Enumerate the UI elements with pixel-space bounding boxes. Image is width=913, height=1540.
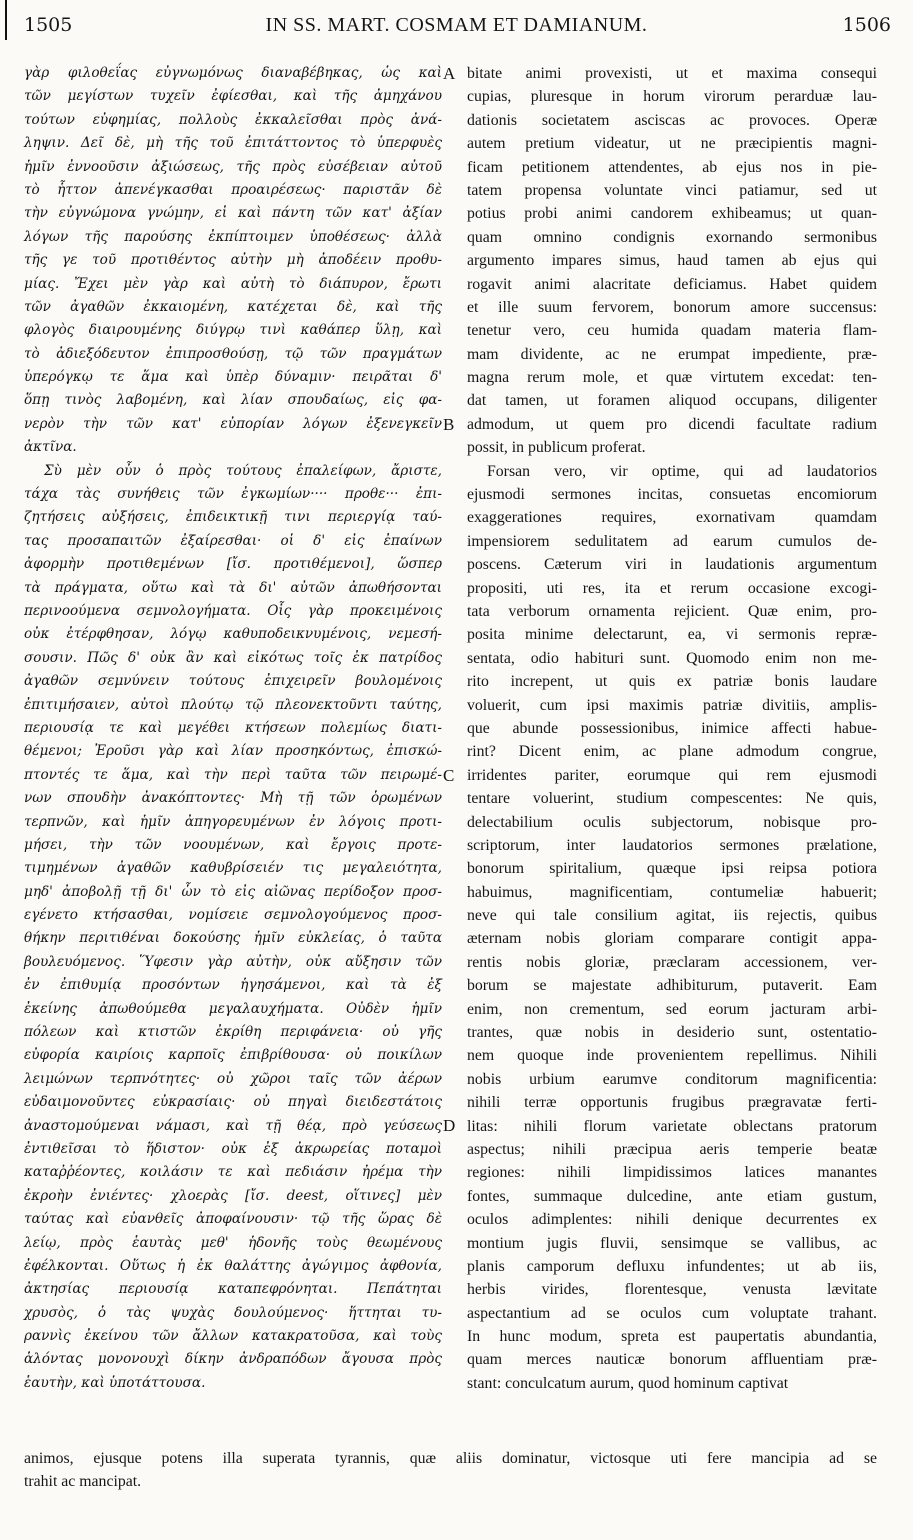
text-line: rogavit animi alacritate deficiamus. Habet quidem [467,275,877,293]
text-line: ficam petitionem attendentes, ab ejus nos in pie- [467,158,877,176]
margin-letter-b: B [443,415,455,434]
text-line: τὸ ἧττον ἀπενέγκασθαι προαιρέσεως· παριστᾶν δὲ [24,181,442,198]
text-line: ραννὶς ἐκείνου τῶν ἄλλων κατακρατοῦσα, καὶ τοὺς [24,1328,442,1345]
text-line: ἐν ἐπιθυμίᾳ προσόντων ἡγησάμενοι, καὶ τὰ ἐξ [24,977,442,994]
page-number-right: 1506 [842,14,891,36]
text-line: admodum, ut quem pro dicendi facultate radium [467,415,877,433]
text-line: nem quoque inde provenientem repellimus. Nihili [467,1047,877,1065]
text-line: τὰ πράγματα, οὕτω καὶ τὰ δι' αὐτῶν ἀπωθήσονται [24,579,442,596]
text-line: ἐκροὴν ἐνιέντες· χλοερὰς [ἴσ. deest, οἵτινες] μὲν [24,1187,442,1204]
running-title: IN SS. MART. COSMAM ET DAMIANUM. [265,14,648,36]
text-line: ἑαυτὴν, καὶ ὑποτάττουσα. [24,1374,206,1391]
text-line: aspectus; nihili præcipua aeris temperie beatæ [467,1140,877,1158]
text-line: trantes, quæ nobis in desiderio sunt, ostentatio- [467,1024,877,1042]
text-line: τιμημένων ἀγαθῶν καθυβρίσειέν τις μεγαλειότητα, [24,860,442,877]
margin-letter-a: A [443,64,456,83]
text-line: λειμώνων τερπνότητες· οὐ χῶροι ταῖς τῶν ἀέρων [24,1070,442,1087]
text-line: tenetur vero, ceu humida quadam materia flam- [467,322,877,340]
text-line: ἡμῖν ἐννοοῦσιν ἀξιώσεως, τῆς πρὸς εὐσέβειαν αὐτοῦ [24,158,442,175]
text-line: χρυσὸς, ὁ τὰς ψυχὰς δουλούμενος· ἥττηται τυ- [24,1304,442,1321]
text-line: μίας. Ἔχει μὲν γὰρ καὶ αὐτὴ τὸ διάπυρον, ἔρωτι [24,275,442,292]
text-line: rentis nobis gloriæ, præclaram accessionem, ver- [467,953,877,971]
text-line: μήσει, τὴν τῶν νοουμένων, καὶ ἔργοις προτε- [24,836,442,853]
text-line: stant: conculcatum aurum, quod hominum captivat [467,1374,789,1392]
text-line: planis camporum defluxu infundentes; ut ab iis, [467,1257,877,1275]
text-line: τὸ ἀδιεξόδευτον ἐπιπροσθούσῃ, τῷ τῶν πραγμάτων [24,345,442,362]
text-line: θήκην περιτιθέναι δοκούσης ἡμῖν εὐκλείας, ὁ ταῦτα [24,930,442,947]
text-line: et ille suum fervorem, bonorum amore succensus: [467,298,877,316]
text-line: bitate animi provexisti, ut et maxima consequi [467,65,877,82]
text-line: ζητήσεις αὐξήσεις, ἐπιδεικτικῇ τινι περιεργίᾳ ταύ- [24,509,442,526]
margin-letter-c: C [443,766,455,785]
text-line: montium jugis fluvii, sensimque se vallibus, ac [467,1234,877,1252]
text-line: περινοούμενα σεμνολογήματα. Οἷς γὰρ προκειμένοις [24,602,442,619]
text-line: aspectantium ad se oculos cum voluptate trahant. [467,1304,877,1322]
text-line: dationis societatem asciscas ac provoces. Operæ [467,111,877,129]
text-line: tata verborum ornamenta rejicient. Quæ enim, pro- [467,602,877,620]
text-line: dat tamen, ut foramen aliquod occupans, diligenter [467,392,877,410]
text-line: irridentes pariter, eorumque qui rem ejusmodi [467,766,877,784]
text-line: νερὸν τὴν τῶν κατ' εὐπορίαν λόγων ἐξενεγκεῖν [24,415,442,432]
text-line: oculos adimplentes: nihili denique decurrentes ex [467,1211,877,1229]
text-line: In hunc modum, spreta est paupertatis abundantia, [467,1328,877,1346]
text-line: propositi, uti res, ita et rerum occasione excogi- [467,579,877,597]
text-line: ἀναστομούμεναι νάμασι, καὶ τῇ θέᾳ, πρὸ γεύσεως [24,1117,442,1134]
text-line: Σὺ μὲν οὖν ὁ πρὸς τούτους ἐπαλείφων, ἄριστε, [44,462,442,479]
text-line: possit, in publicum proferat. [467,439,646,457]
text-line: σουσιν. Πῶς δ' οὐκ ἂν καὶ εἰκότως τοῖς ἐκ πατρίδος [24,649,442,666]
latin-column [467,62,877,1395]
text-line: φλογὸς διαιρουμένης διύγρῳ τινὶ καθάπερ ὕλῃ, καὶ [24,322,442,339]
text-line: æternam nobis gloriam comparare contigit appa- [467,930,877,948]
text-line: ταύτας καὶ εὐανθεῖς ἀποφαίνουσιν· τῷ τῆς ὥρας δὲ [24,1211,442,1228]
text-line: πόλεων καὶ κτιστῶν ἐκρίθη περιφάνεια· οὐ γῆς [24,1024,442,1041]
text-line: quam merces nauticæ bonorum affluentiam præ- [467,1351,877,1369]
text-line: posita minime delectarunt, ea, vi sermonis repræ- [467,626,877,644]
text-line: λόγων τῆς παρούσης ἐκπίπτοιμεν ὑποθέσεως· ἀλλὰ [24,228,442,245]
text-line: argumento impares simus, haud tamen ab ejus qui [467,252,877,270]
text-line: ἀκτῖνα. [24,439,77,456]
text-line: ὑπερόγκῳ τε ἅμα καὶ ὑπὲρ δύναμιν· πειρᾶται δ' [24,369,442,386]
text-line: τῶν ἀγαθῶν ἐκκαιομένη, κατέχεται δὲ, καὶ τῆς [24,298,442,315]
text-line: περιουσίᾳ τε καὶ μεγέθει κτήσεων πολεμίως διατι- [24,719,442,736]
text-line: impensiorem sedulitatem ad earum cumulos de- [467,532,877,550]
text-line: herbis virides, florentesque, venusta lævitate [467,1281,877,1299]
page-number-left: 1505 [24,14,73,36]
text-line: exaggerationes requires, exornativam quamdam [467,509,877,527]
text-line: εὐδαιμονοῦντες εὐκρασίαις· οὐ πηγαὶ διειδεστάτοις [24,1094,442,1111]
text-line: Forsan vero, vir optime, qui ad laudatorios [487,462,877,480]
text-line: τούτων εὐφημίας, πολλοὺς ἐκκαλεῖσθαι πρὸς ἀνά- [24,111,442,128]
text-line: tatem propensa voluntate vinci patiamur, sed ut [467,181,877,199]
text-line: trahit ac mancipat. [24,1473,142,1491]
text-line: ἐπιτιμήσαιεν, αὐτοὶ πλούτῳ τῷ πλεονεκτοῦντι ταύτης, [24,696,442,713]
text-line: τας προσαπαιτῶν ἐξαίρεσθαι· οἱ δ' εἰς ἐπαίνων [24,532,442,549]
margin-letter-d: D [443,1116,456,1135]
text-line: τερπνῶν, καὶ ἡμῖν ἀπηγορευμένων ἐν λόγοις προτι- [24,813,442,830]
text-line: habuimus, magnificentiam, contumeliæ habuerit; [467,883,877,901]
text-line: animos, ejusque potens illa superata tyrannis, quæ aliis dominatur, victosque uti fere mancipia ad se [24,1450,877,1467]
text-line: delectabilium oculis subjectorum, nobisque pro- [467,813,877,831]
text-line: que abunde possessionibus, inimice affecti habue- [467,719,877,737]
text-line: ἐντιθεῖσαι τὸ ἥδιστον· οὐκ ἐξ ἀκρωρείας ποταμοὶ [24,1140,442,1157]
text-line: ὅπῃ τινὸς λαβομένη, καὶ λίαν σπουδαίως, εἰς φα- [24,392,442,409]
text-line: τῶν μεγίστων τυχεῖν ἐφίεσθαι, καὶ τῆς ἀμηχάνου [24,88,442,105]
text-line: ἁλόντας μονονουχὶ δίκην ἀνδραπόδων ἄγουσα πρὸς [24,1351,442,1368]
text-line: βουλευόμενος. Ὕφεσιν γὰρ αὐτὴν, οὐκ αὔξησιν τῶν [24,953,442,970]
text-line: οὐκ ἐτέρφθησαν, λόγῳ καθυποδεικνυμένοις, νεμεσή- [24,626,442,643]
text-line: litas: nihili florum varietate oblectans pratorum [467,1117,877,1135]
text-line: magna rerum mole, et quæ virtutem excedat: ten- [467,369,877,387]
text-line: ἀκτησίας περιουσίᾳ καταπεφρόνηται. Πεπάτηται [24,1281,442,1298]
text-line: ejusmodi sermones incitas, consuetas encomiorum [467,486,877,504]
text-line: mam dividente, ac ne erumpat impediente, præ- [467,345,877,363]
text-line: regiones: nihili limpidissimos latices manantes [467,1164,877,1182]
text-line: θέμενοι; Ἐροῦσι γὰρ καὶ λίαν προσηκόντως, ἐπισκώ- [24,743,442,760]
text-line: εγένετο κτήσασθαι, νομίσειε σεμνολογούμενος προσ- [24,907,442,924]
text-line: neve qui tale consilium agitat, iis rejectis, quibus [467,907,877,925]
greek-column [24,62,442,1395]
text-line: borum se majestate adhibiturum, putaverit. Eam [467,977,877,995]
text-line: ληψιν. Δεῖ δὲ, μὴ τῆς τοῦ ἐπιτάττοντος τὸ ὑπερφυὲς [24,135,442,152]
text-line: potius probi animi candorem exhibeamus; ut quan- [467,205,877,223]
text-line: εὐφορία καιρίοις καρποῖς ἐπιβρίθουσα· οὐ ποικίλων [24,1047,442,1064]
full-width-continuation [24,1447,877,1494]
text-line: rito increpent, ut quis ex patriæ bonis laudare [467,673,877,691]
text-line: μηδ' ἀποβολῇ τῇ δι' ὧν τὸ εἰς αἰῶνας περίδοξον προσ- [24,883,442,900]
text-line: tentare voluerint, studium compescentes: Ne quis, [467,790,877,808]
text-line: νων σπουδὴν ἀνακόπτοντες· Μὴ τῇ τῶν ὁρωμένων [24,790,442,807]
text-line: ἐκείνης ἀπωθούμεθα μεγαλαυχήματα. Οὐδὲν ἡμῖν [24,1000,442,1017]
text-line: scriptorum, inter laudatorios sermones prælatione, [467,836,877,854]
text-line: τὴν εὐγνώμονα γνώμην, εἰ καὶ πάντη τῶν κατ' ἀξίαν [24,205,442,222]
text-line: πτοντές τε ἅμα, καὶ τὴν περὶ ταῦτα τῶν πειρωμέ- [24,766,442,783]
text-line: λείῳ, πρὸς ἑαυτὰς μεθ' ἡδονῆς τοὺς θεωμένους [24,1234,442,1251]
text-line: enim, non crementum, sed eorum jacturam arbi- [467,1000,877,1018]
text-line: fontes, summaque dulcedine, ante etiam gustum, [467,1187,877,1205]
text-line: καταῤῥέοντες, κοιλάσιν τε καὶ πεδιάσιν ἠρέμα τὴν [24,1164,442,1181]
text-line: sentata, odio habituri sunt. Quomodo enim non me- [467,649,877,667]
text-line: quam omnino condignis exornando sermonibus [467,228,877,246]
text-line: autem pretium videatur, ut ne præcipientis magni- [467,135,877,153]
text-line: rint? Dicent enim, ac plane admodum congrue, [467,743,877,761]
text-line: poscens. Cæterum viri in laudationis argumentum [467,556,877,574]
text-line: ἀφορμὴν προτιθεμένων [ἴσ. προτιθέμενοι], ὥσπερ [24,556,442,573]
text-line: ἐφέλκονται. Οὕτως ἡ ἐκ θαλάττης ἀγώγιμος ἀφθονία, [24,1257,442,1274]
text-line: nobis urbium earumve conditorum magnificentia: [467,1070,877,1088]
text-line: γὰρ φιλοθεΐας εὐγνωμόνως διαναβέβηκας, ὡς καὶ [24,65,442,81]
text-line: ἀγαθῶν σεμνύνειν τούτους ἐπιχειρεῖν βουλομένοις [24,673,442,690]
text-line: τῆς γε τοῦ προτιθέντος αὐτὴν μὴ ἀποδέειν προθυ- [24,252,442,269]
text-line: voluerit, cum ipsi maximis patriæ divitiis, amplis- [467,696,877,714]
text-line: cupias, pluresque in horum virorum perarduæ lau- [467,88,877,106]
text-line: nihili terræ opportunis frugibus prægravatæ ferti- [467,1094,877,1112]
text-line: bonorum spiritalium, quæque ipsi reipsa potiora [467,860,877,878]
page-header [0,0,913,46]
text-line: τάχα τὰς συνήθεις τῶν ἐγκωμίων···· προθε··· ἐπι- [24,486,442,503]
